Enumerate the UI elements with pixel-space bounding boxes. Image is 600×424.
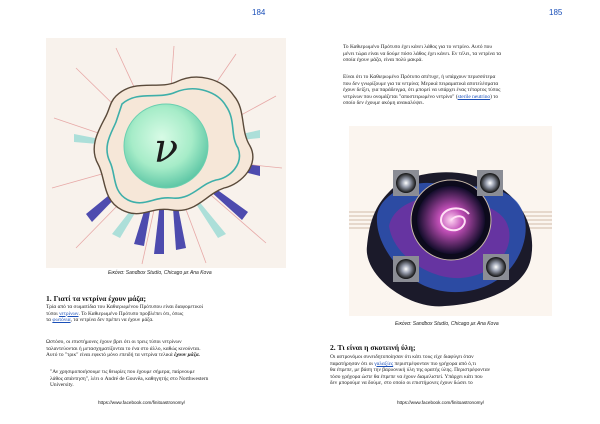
section-heading-dark-matter: 2. Τι είναι η σκοτεινή ύλη; <box>330 343 416 352</box>
right-image-caption: Εικόνα: Sandbox Studio, Chicago με Ana Kova <box>395 321 499 327</box>
left-quote: "Αν χρησιμοποιήσουμε τις θεωρίες που έχουμε σήμερα, παίρνουμε λάθος απάντηση", λέει ο André de Gouvêa, καθηγητής στο Northwestern University. <box>50 369 209 389</box>
footer-url-right[interactable]: https://www.facebook.com/finitoastronomy/ <box>397 400 485 405</box>
link-galaxies[interactable]: γαλαξίες <box>374 360 394 367</box>
footer-url-left[interactable]: https://www.facebook.com/finitoastronomy/ <box>98 400 186 405</box>
left-paragraph-2: Ωστόσο, οι επιστήμονες έχουν βρει ότι οι τρεις τύποι νετρίνων ταλαντεύονται ή μετασχηματίζονται το ένα στο άλλο, καθώς κινούνται. Αυτό το "τρικ" είναι εφικτό μόνο επειδή τα νετρίνα τελικά έχουν μάζα. <box>46 339 201 359</box>
dark-matter-galaxy-icon <box>349 126 552 316</box>
page-number-right: 185 <box>549 8 563 17</box>
svg-text:ν: ν <box>153 126 179 172</box>
link-sterile-neutrino[interactable]: sterile neutrino <box>457 93 491 100</box>
right-paragraph-1: Το Καθιερωμένο Πρότυπο έχει κάνει λάθος για το νετρίνο. Αυτό που μένει τώρα είναι να δούμε πόσο λάθος έχει κάνει. Εν τέλει, τα νετρίνα τα οποία έχουν μάζα, είναι πολύ μακρά. <box>343 44 502 64</box>
left-image-caption: Εικόνα: Sandbox Studio, Chicago με Ana Kova <box>108 270 212 276</box>
neutrino-nu-icon <box>46 38 286 268</box>
neutrino-illustration <box>46 38 286 268</box>
link-photons[interactable]: φωτόνια <box>52 317 71 324</box>
right-paragraph-3: Οι αστρονόμοι συνειδητοποίησαν ότι κάτι τους είχε διαφύγει όταν παρατήρησαν ότι οι γαλαξίες περιστρέφονταν πιο γρήγορα από ό,τι θα έπρεπε, με βάση την βαρυονική ύλη της ορατής ύλης. Περιστρέφονταν τόσο γρήγορα ώστε θα έπρεπε να έχουν διαμελιστεί. Υπάρχει κάτι που δεν μπορούμε να δούμε, στο οποίο οι επιστήμονες έχουν δώσει το <box>330 354 491 387</box>
dark-matter-illustration <box>349 126 552 316</box>
section-heading-neutrinos: 1. Γιατί τα νετρίνα έχουν μάζα; <box>46 294 146 303</box>
left-paragraph-1: Τρία από τα σωματίδια του Καθιερωμένου Πρότυπου είναι διαφορετικοί τύποι νετρίνων. Το Καθιερωμένο Πρότυπο προβλέπει ότι, όπως τα φωτόνια, τα νετρίνα δεν πρέπει να έχουν μάζα. <box>46 304 203 324</box>
right-paragraph-2: Είναι ότι το Καθιερωμένο Πρότυπο απέτυχε, ή υπάρχουν περισσότερα που δεν γνωρίζουμε για τα νετρίνα; Μερικά πειραματικά αποτελέσματα έχουν δείξει, για παράδειγμα, ότι μπορεί να υπάρχει ένας τέταρτος τύπος νετρίνων που ονομάζεται "αποστειρωμένο νετρίνο" (sterile neutrino) το οποίο δεν έχουμε ακόμη ανακαλύψει. <box>343 74 501 107</box>
page-number-left: 184 <box>252 8 266 17</box>
link-neutrinos[interactable]: νετρίνων <box>59 310 79 317</box>
